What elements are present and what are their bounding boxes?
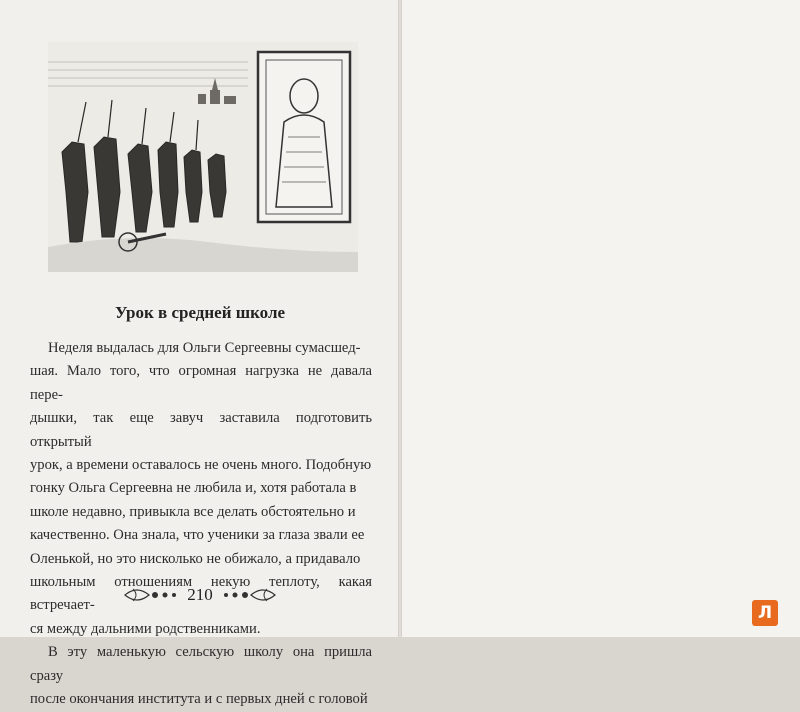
text-line: Неделя выдалась для Ольги Сергеевны сумасшед- <box>48 340 361 356</box>
section-heading: Урок в средней школе <box>114 303 286 322</box>
text-line: дышки, так еще завуч заставила подготовить открытый <box>30 410 372 450</box>
text-line: ся между дальними родственниками. <box>30 620 261 637</box>
text-line: урок, а времени оставалось не очень много. Подобную <box>30 457 372 474</box>
text-line: после окончания института и с первых дней с головой <box>30 691 368 708</box>
floral-ornament-icon <box>123 585 181 605</box>
text-line: гонку Ольга Сергеевна не любила и, хотя работала в <box>30 480 357 497</box>
page-number: 210 <box>187 585 213 604</box>
text-line: школьным отношениям некую теплоту, какая встречает- <box>30 574 372 614</box>
text-line: качественно. Она знала, что ученики за глаза звали ее <box>30 527 365 544</box>
right-page <box>402 0 800 637</box>
text-line: школе недавно, привыкла все делать обстоятельно и <box>30 503 356 520</box>
engraving-illustration-icon <box>48 42 358 272</box>
text-line: В эту маленькую сельскую школу она пришла сразу <box>30 644 372 684</box>
left-page-text <box>30 337 372 712</box>
text-line: Оленькой, но это нисколько не обижало, а придавало <box>30 550 361 567</box>
left-page <box>0 0 398 708</box>
publisher-logo: Л <box>752 600 778 626</box>
text-line: шая. Мало того, что огромная нагрузка не давала пере- <box>30 363 372 403</box>
page-footer <box>110 582 290 608</box>
floral-ornament-icon <box>219 585 277 605</box>
